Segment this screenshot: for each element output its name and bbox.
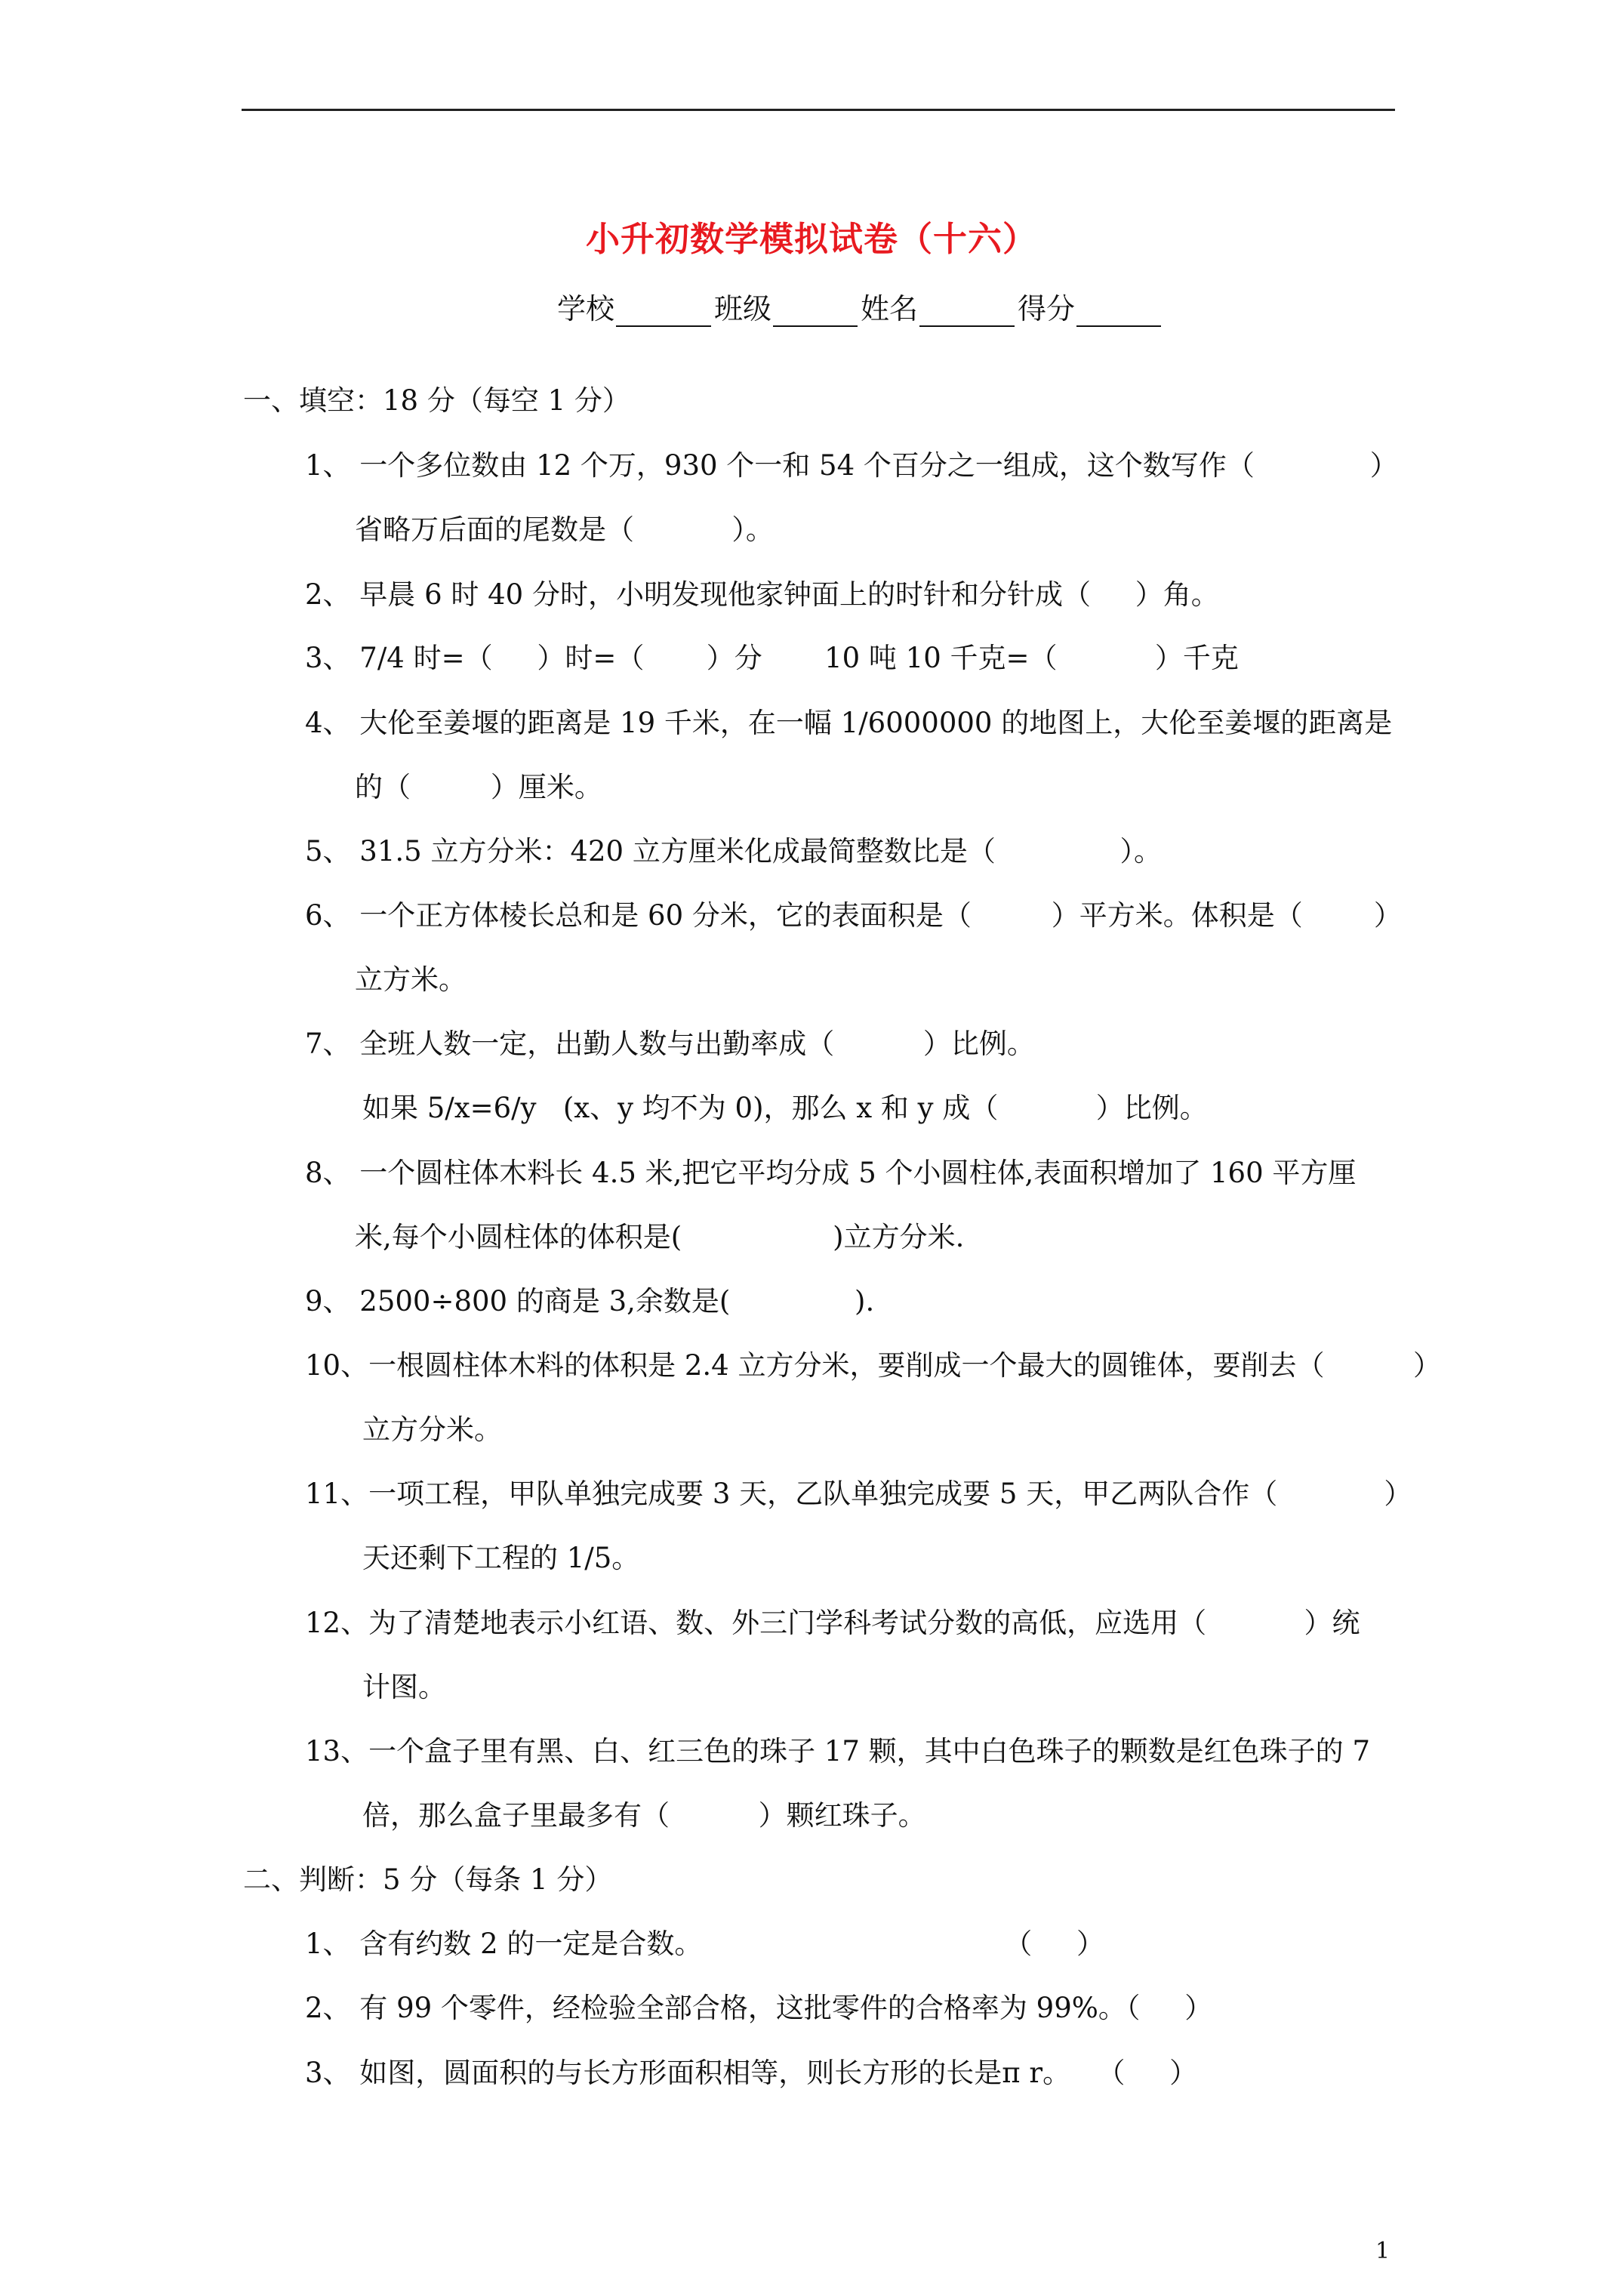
name-label: 姓名 xyxy=(861,292,919,325)
question-line: 省略万后面的尾数是（ ）。 xyxy=(355,513,774,546)
page-title: 小升初数学模拟试卷（十六） xyxy=(585,219,1037,259)
section-heading-fill-in: 一、填空：18 分（每空 1 分） xyxy=(243,384,630,417)
judgment-line: 1、 含有约数 2 的一定是合数。 （ ） xyxy=(305,1928,1105,1960)
judgment-line: 3、 如图，圆面积的与长方形面积相等，则长方形的长是π r。 （ ） xyxy=(305,2057,1198,2089)
question-line: 如果 5/x=6/y (x、y 均不为 0)，那么 x 和 y 成（ ）比例。 xyxy=(362,1092,1208,1124)
score-label: 得分 xyxy=(1018,292,1076,325)
question-line: 11、一项工程，甲队单独完成要 3 天，乙队单独完成要 5 天，甲乙两队合作（ ） xyxy=(305,1478,1412,1510)
question-line: 天还剩下工程的 1/5。 xyxy=(362,1542,640,1574)
class-label: 班级 xyxy=(714,292,772,325)
question-line: 4、 大伦至姜堰的距离是 19 千米，在一幅 1/6000000 的地图上，大伦至姜堰的距离是 xyxy=(305,707,1393,739)
question-line: 1、 一个多位数由 12 个万，930 个一和 54 个百分之一组成，这个数写作（ ） xyxy=(305,449,1398,482)
page-number: 1 xyxy=(1375,2238,1390,2264)
question-line: 6、 一个正方体棱长总和是 60 分米，它的表面积是（ ）平方米。体积是（ ） xyxy=(305,899,1402,932)
question-line: 计图。 xyxy=(362,1671,446,1703)
school-blank[interactable] xyxy=(616,297,711,327)
question-line: 立方米。 xyxy=(355,963,467,996)
class-blank[interactable] xyxy=(773,297,858,327)
judgment-line: 2、 有 99 个零件，经检验全部合格，这批零件的合格率为 99%。（ ） xyxy=(305,1992,1213,2024)
header-rule xyxy=(242,109,1395,111)
question-line: 米,每个小圆柱体的体积是( )立方分米. xyxy=(355,1221,965,1253)
question-line: 5、 31.5 立方分米：420 立方厘米化成最简整数比是（ ）。 xyxy=(305,835,1162,868)
question-line: 8、 一个圆柱体木料长 4.5 米,把它平均分成 5 个小圆柱体,表面积增加了 160 平方厘 xyxy=(305,1157,1357,1189)
question-line: 9、 2500÷800 的商是 3,余数是( ). xyxy=(305,1285,875,1318)
question-line: 7、 全班人数一定，出勤人数与出勤率成（ ）比例。 xyxy=(305,1028,1035,1060)
question-line: 12、为了清楚地表示小红语、数、外三门学科考试分数的高低，应选用（ ）统 xyxy=(305,1607,1360,1639)
section-heading-true-false: 二、判断：5 分（每条 1 分） xyxy=(243,1863,613,1896)
score-blank[interactable] xyxy=(1076,297,1161,327)
question-line: 立方分米。 xyxy=(362,1413,502,1446)
question-line: 3、 7/4 时=（ ）时=（ ）分 10 吨 10 千克=（ ）千克 xyxy=(305,642,1239,674)
school-label: 学校 xyxy=(557,292,615,325)
name-blank[interactable] xyxy=(919,297,1015,327)
question-line: 13、一个盒子里有黑、白、红三色的珠子 17 颗，其中白色珠子的颗数是红色珠子的 7 xyxy=(305,1735,1370,1767)
question-line: 10、一根圆柱体木料的体积是 2.4 立方分米，要削成一个最大的圆锥体，要削去（ ） xyxy=(305,1349,1442,1382)
question-line: 的（ ）厘米。 xyxy=(355,771,602,803)
question-line: 2、 早晨 6 时 40 分时，小明发现他家钟面上的时针和分针成（ ）角。 xyxy=(305,578,1219,611)
question-line: 倍，那么盒子里最多有（ ）颗红珠子。 xyxy=(362,1799,926,1832)
student-info-row xyxy=(557,285,1164,327)
